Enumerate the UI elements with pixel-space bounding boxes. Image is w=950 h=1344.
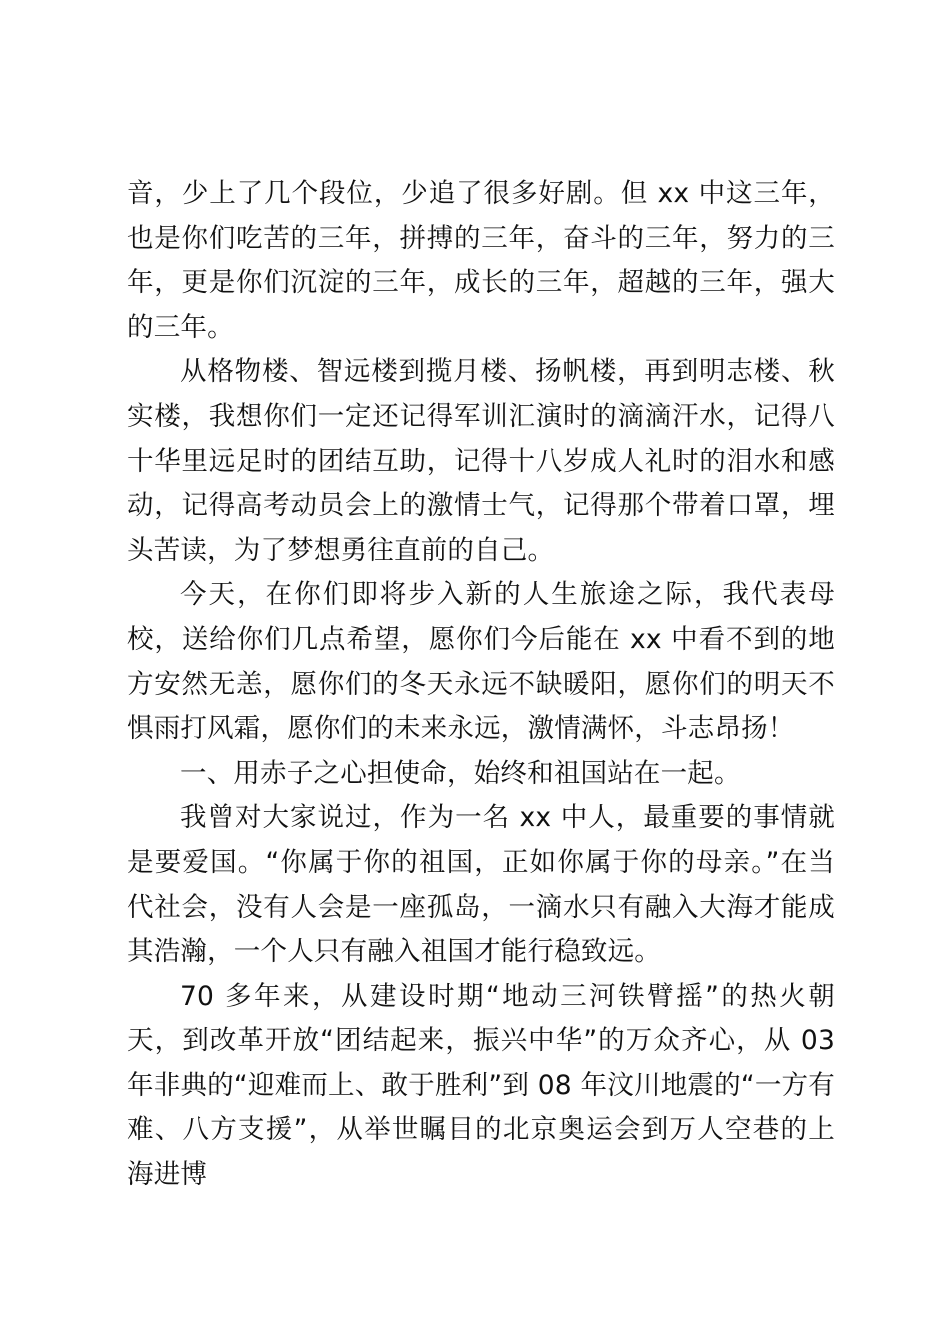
paragraph-continuation: 音，少上了几个段位，少追了很多好剧。但 xx 中这三年，也是你们吃苦的三年，拼搏的三年，奋斗的三年，努力的三年，更是你们沉淀的三年，成长的三年，超越的三年，强大的三年。 (127, 178, 835, 343)
paragraph-wishes: 今天，在你们即将步入新的人生旅途之际，我代表母校，送给你们几点希望，愿你们今后能在 xx 中看不到的地方安然无恙，愿你们的冬天永远不缺暖阳，愿你们的明天不惧雨打风霜，愿你们的未来永远，激情满怀，斗志昂扬！ (127, 579, 835, 745)
paragraph-patriotism: 我曾对大家说过，作为一名 xx 中人，最重要的事情就是要爱国。“你属于你的祖国，正如你属于你的母亲。”在当代社会，没有人会是一座孤岛，一滴水只有融入大海才能成其浩瀚，一个人只有融入祖国才能行稳致远。 (127, 802, 835, 968)
paragraph-history: 70 多年来，从建设时期“地动三河铁臂摇”的热火朝天，到改革开放“团结起来，振兴中华”的万众齐心，从 03 年非典的“迎难而上、敢于胜利”到 08 年汶川地震的“一方有难、八方支援”，从举世瞩目的北京奥运会到万人空巷的上海进博 (127, 980, 835, 1191)
paragraph-memories: 从格物楼、智远楼到揽月楼、扬帆楼，再到明志楼、秋实楼，我想你们一定还记得军训汇演时的滴滴汗水，记得八十华里远足时的团结互助，记得十八岁成人礼时的泪水和感动，记得高考动员会上的激情士气，记得那个带着口罩，埋头苦读，为了梦想勇往直前的自己。 (127, 356, 835, 566)
section-heading-1: 一、用赤子之心担使命，始终和祖国站在一起。 (180, 757, 741, 789)
document-body (127, 172, 835, 1198)
